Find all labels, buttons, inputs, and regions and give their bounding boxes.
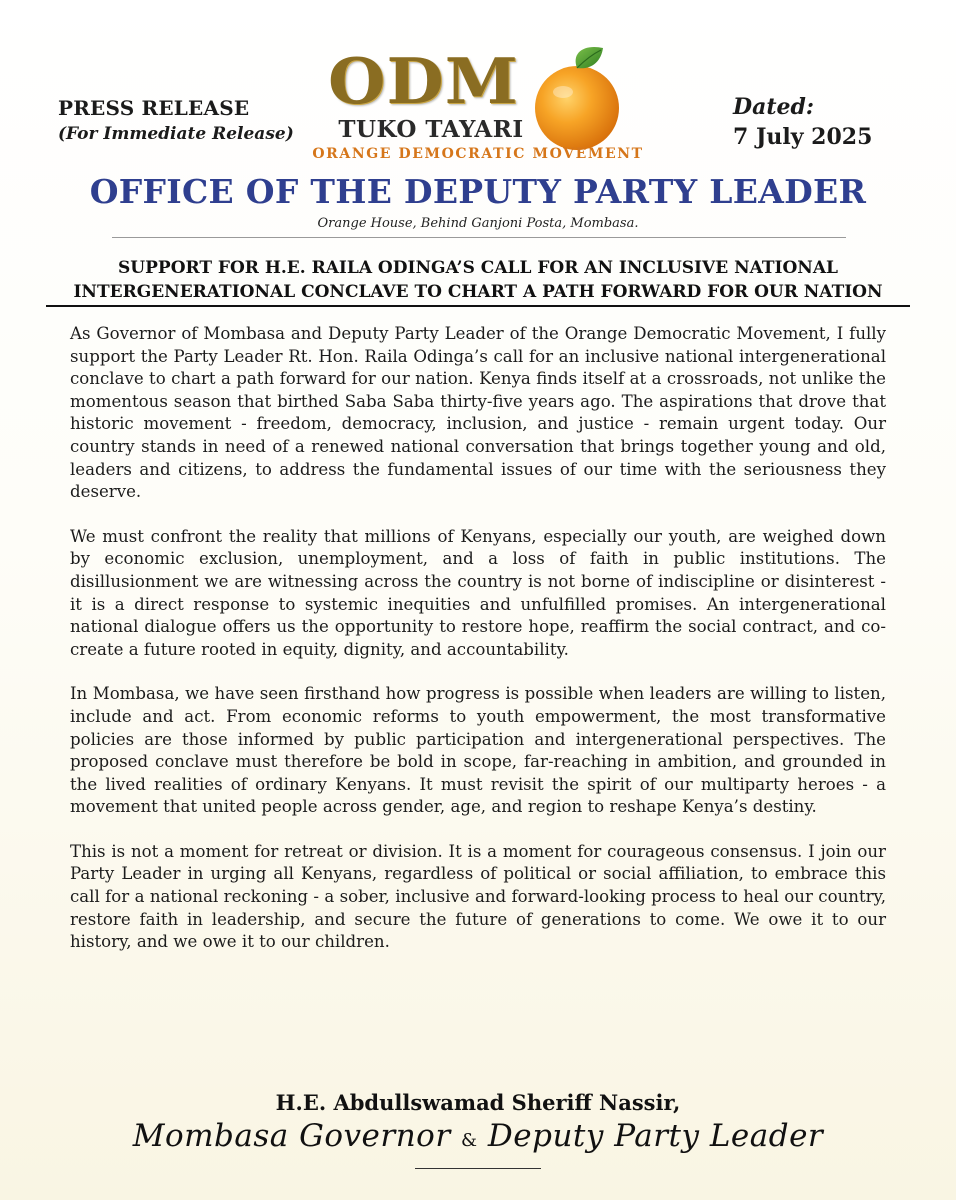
signatory-title-part-2: Deputy Party Leader — [487, 1118, 824, 1154]
signatory-name: H.E. Abdullswamad Sheriff Nassir, — [275, 1090, 681, 1115]
orange-fruit-icon — [527, 42, 627, 154]
signature-line — [415, 1168, 541, 1169]
body-paragraph: In Mombasa, we have seen firsthand how progress is possible when leaders are willing to listen, include and act. From economic reforms to youth empowerment, the most transformative policies are those informed by public participation and intergenerational perspectives. The proposed conclave must therefore be bold in scope, far-reaching in ambition, and grounded in the lived realities of ordinary Kenyans. It must revisit the spirit of our multiparty heroes - a movement that united people across gender, age, and region to reshape Kenya’s destiny. — [70, 684, 886, 817]
office-address: Orange House, Behind Ganjoni Posta, Mombasa. — [317, 216, 639, 231]
dated-label: Dated: — [733, 94, 814, 120]
press-release-label: PRESS RELEASE — [58, 96, 250, 120]
headline-underline — [46, 305, 910, 307]
headline-line-2: INTERGENERATIONAL CONCLAVE TO CHART A PATH FORWARD FOR OUR NATION — [73, 282, 883, 302]
logo-movement-name: ORANGE DEMOCRATIC MOVEMENT — [312, 146, 644, 162]
signatory-title-ampersand: & — [461, 1130, 478, 1151]
press-release-body — [70, 323, 886, 976]
body-paragraph: This is not a moment for retreat or division. It is a moment for courageous consensus. I join our Party Leader in urging all Kenyans, regardless of political or social affiliation, to embrace this call for a national reckoning - a sober, inclusive and forward-looking process to heal our country, restore faith in leadership, and secure the future of generations to come. We owe it to our history, and we owe it to our children. — [70, 841, 886, 952]
headline-line-1: SUPPORT FOR H.E. RAILA ODINGA’S CALL FOR AN INCLUSIVE NATIONAL — [118, 258, 838, 278]
odm-logo-text: ODM — [328, 43, 519, 119]
headline — [40, 256, 916, 304]
body-paragraph: We must confront the reality that millions of Kenyans, especially our youth, are weighed down by economic exclusion, unemployment, and a loss of faith in public institutions. The disillusionment we are witnessing across the country is not borne of indiscipline or disinterest - it is a direct response to systemic inequities and unfulfilled promises. An intergenerational national dialogue offers us the opportunity to restore hope, reaffirm the social contract, and co-create a future rooted in equity, dignity, and accountability. — [70, 526, 886, 659]
signatory-title-part-1: Mombasa Governor — [132, 1118, 451, 1154]
press-release-block — [58, 96, 298, 144]
immediate-release-label: (For Immediate Release) — [58, 124, 294, 144]
date-value: 7 July 2025 — [733, 124, 873, 150]
header-divider — [112, 237, 846, 238]
signatory-title — [0, 1118, 956, 1154]
office-title: OFFICE OF THE DEPUTY PARTY LEADER — [89, 172, 867, 211]
logo-tagline: TUKO TAYARI — [338, 116, 524, 143]
body-paragraph: As Governor of Mombasa and Deputy Party Leader of the Orange Democratic Movement, I fully support the Party Leader Rt. Hon. Raila Odinga’s call for an inclusive national intergenerational conclave to chart a path forward for our nation. Kenya finds itself at a crossroads, not unlike the momentous season that birthed Saba Saba thirty-five years ago. The aspirations that drove that historic movement - freedom, democracy, inclusion, and justice - remain urgent today. Our country stands in need of a renewed national conversation that brings together young and old, leaders and citizens, to address the fundamental issues of our time with the seriousness they deserve. — [70, 324, 886, 502]
date-block — [733, 94, 913, 150]
